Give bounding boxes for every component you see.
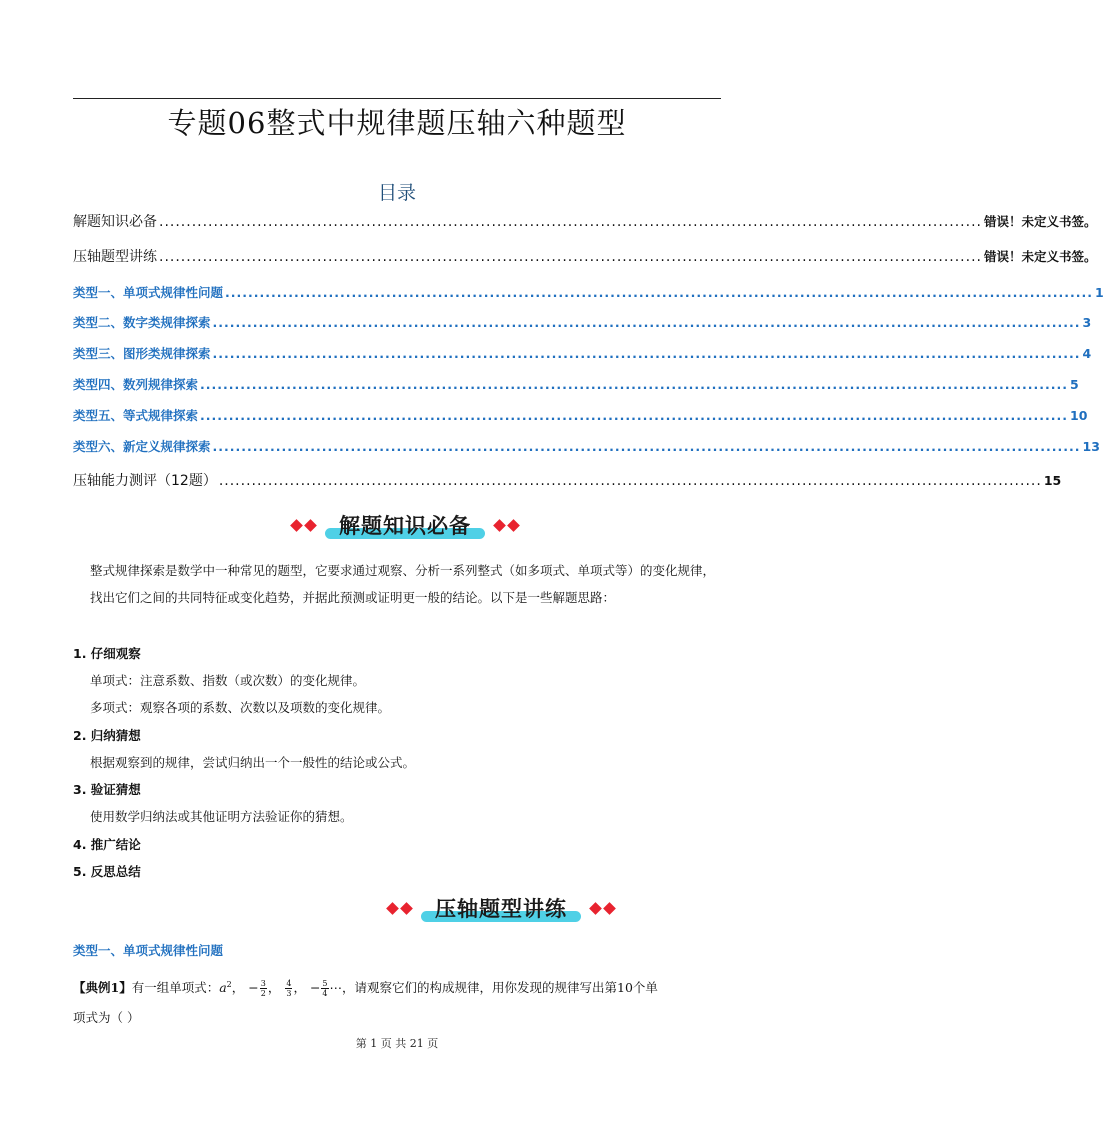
toc-entry-label: 解题知识必备 xyxy=(73,214,157,230)
step-detail: 根据观察到的规律，尝试归纳出一个一般性的结论或公式。 xyxy=(90,755,416,770)
minus-sign: − xyxy=(248,980,259,996)
toc-entry[interactable] xyxy=(73,283,1104,301)
toc-title: 目录 xyxy=(377,182,416,204)
example-line-2: 项式为（ ） xyxy=(73,1010,140,1026)
toc-leader: ....................................................................................................................................................... xyxy=(218,473,1042,489)
toc-entry-page: 1 xyxy=(1095,285,1104,300)
banner-title: 解题知识必备 xyxy=(339,514,471,538)
step-detail: 单项式：注意系数、指数（或次数）的变化规律。 xyxy=(90,673,366,688)
denominator: 2 xyxy=(260,989,266,999)
example-line-1 xyxy=(73,970,723,1003)
example-problem xyxy=(73,970,723,1033)
banner-title: 压轴题型讲练 xyxy=(435,897,567,921)
numerator: 4 xyxy=(286,979,292,989)
page-footer: 第 1 页 共 21 页 xyxy=(355,1037,439,1050)
term-exponent: 2 xyxy=(226,980,232,989)
toc-leader: ....................................................................................................................................................... xyxy=(212,439,1081,454)
toc-entry-page: 5 xyxy=(1070,377,1079,392)
fraction xyxy=(321,979,328,998)
example-text: 有一组单项式： xyxy=(131,980,220,996)
step-heading: 5. 反思总结 xyxy=(73,864,141,879)
toc-entry-label: 类型一、单项式规律性问题 xyxy=(73,285,224,300)
separator: ， xyxy=(293,980,306,996)
step-detail: 使用数学归纳法或其他证明方法验证你的猜想。 xyxy=(90,809,353,824)
term-base: a xyxy=(219,980,227,996)
toc-entry-label: 压轴题型讲练 xyxy=(73,249,157,265)
diamond-ornament-left xyxy=(386,904,413,913)
step-heading: 4. 推广结论 xyxy=(73,837,141,852)
toc-entry-page: 4 xyxy=(1082,346,1092,361)
banner-box xyxy=(325,510,485,540)
toc-entry[interactable] xyxy=(73,406,1088,424)
step-detail: 多项式：观察各项的系数、次数以及项数的变化规律。 xyxy=(90,700,391,715)
toc-entry-label: 类型六、新定义规律探索 xyxy=(73,439,211,454)
toc-entry-page: 10 xyxy=(1070,408,1088,423)
step-heading: 3. 验证猜想 xyxy=(73,782,141,797)
denominator: 4 xyxy=(322,989,328,999)
toc-entry[interactable] xyxy=(73,246,1097,266)
toc-leader: ....................................................................................................................................................... xyxy=(159,249,982,265)
toc-entry[interactable] xyxy=(73,375,1079,393)
toc-entry-page: 错误！未定义书签。 xyxy=(983,249,1097,264)
toc-leader: ....................................................................................................................................................... xyxy=(225,285,1094,300)
type-heading: 类型一、单项式规律性问题 xyxy=(73,943,224,958)
toc-entry[interactable] xyxy=(73,344,1092,362)
separator: ， xyxy=(267,980,281,996)
numerator: 5 xyxy=(322,979,328,989)
toc-entry[interactable] xyxy=(73,437,1100,455)
toc-leader: ....................................................................................................................................................... xyxy=(212,315,1081,330)
section-banner-knowledge xyxy=(290,510,520,540)
toc-entry-label: 类型三、图形类规律探索 xyxy=(73,346,211,361)
page-title: 专题06整式中规律题压轴六种题型 xyxy=(167,106,627,140)
toc-entry-label: 压轴能力测评（12题） xyxy=(73,473,217,489)
diamond-ornament-right xyxy=(493,521,520,530)
fraction xyxy=(285,979,292,998)
header-rule xyxy=(73,98,721,99)
diamond-ornament-right xyxy=(589,904,616,913)
toc-leader: ....................................................................................................................................................... xyxy=(212,346,1081,361)
intro-paragraph: 整式规律探索是数学中一种常见的题型，它要求通过观察、分析一系列整式（如多项式、单项式等）的变化规律，找出它们之间的共同特征或变化趋势，并据此预测或证明更一般的结论。以下是一些解题思路： xyxy=(90,563,716,605)
banner-box xyxy=(421,893,581,923)
fraction xyxy=(260,979,267,998)
toc-entry[interactable] xyxy=(73,211,1097,231)
toc-leader: ....................................................................................................................................................... xyxy=(200,408,1069,423)
denominator: 3 xyxy=(286,989,292,999)
toc-entry-page: 3 xyxy=(1082,315,1092,330)
separator: ， xyxy=(231,980,245,996)
toc-entry-page: 15 xyxy=(1043,473,1062,488)
toc-entry[interactable] xyxy=(73,313,1092,331)
toc-entry-page: 13 xyxy=(1082,439,1100,454)
minus-sign: − xyxy=(309,980,321,996)
ellipsis: ⋯ xyxy=(329,980,343,996)
step-heading: 1. 仔细观察 xyxy=(73,646,141,661)
section-banner-practice xyxy=(386,893,616,923)
diamond-ornament-left xyxy=(290,521,317,530)
toc-entry-label: 类型四、数列规律探索 xyxy=(73,377,199,392)
step-heading: 2. 归纳猜想 xyxy=(73,728,141,743)
example-label: 【典例1】 xyxy=(73,980,132,996)
toc-leader: ....................................................................................................................................................... xyxy=(200,377,1069,392)
toc-entry-label: 类型二、数字类规律探索 xyxy=(73,315,211,330)
toc-entry[interactable] xyxy=(73,470,1062,490)
toc-entry-label: 类型五、等式规律探索 xyxy=(73,408,199,423)
toc-entry-page: 错误！未定义书签。 xyxy=(983,214,1097,229)
example-text: ，请观察它们的构成规律，用你发现的规律写出第10个单 xyxy=(342,980,658,996)
toc-leader: ....................................................................................................................................................... xyxy=(159,214,982,230)
numerator: 3 xyxy=(260,979,266,989)
